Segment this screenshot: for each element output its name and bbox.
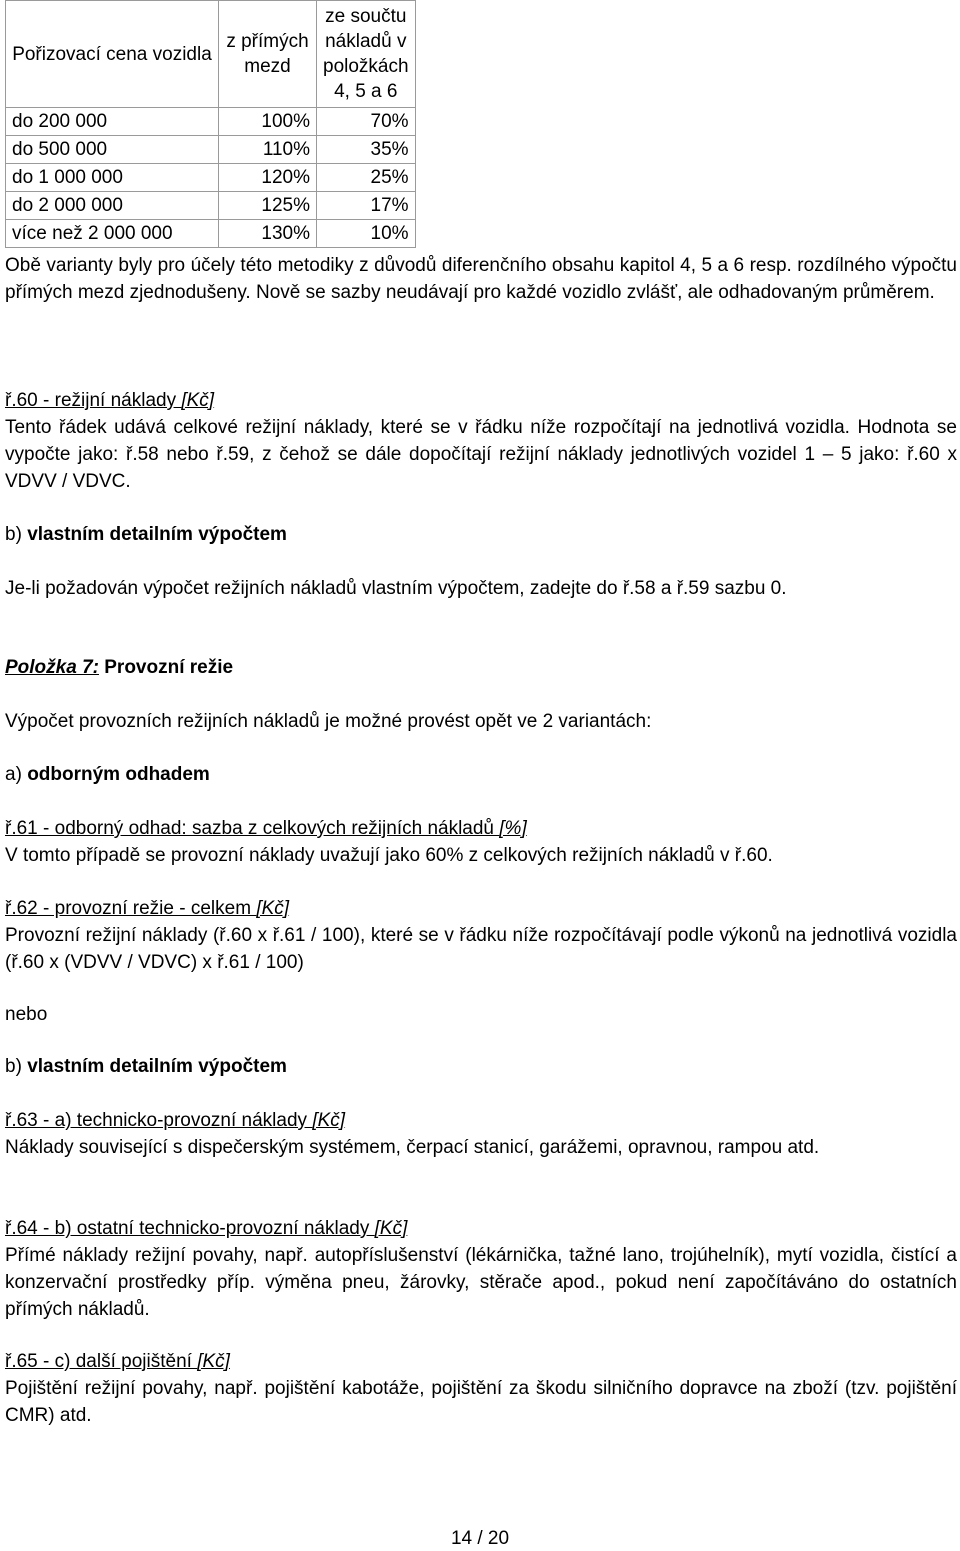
section-r61 (5, 815, 957, 869)
paragraph-variants-2: Výpočet provozních režijních nákladů je možné provést opět ve 2 variantách: (5, 711, 652, 732)
section-heading: ř.63 - a) technicko-provozní náklady [Kč] (5, 1110, 346, 1131)
paragraph-variants: Obě varianty byly pro účely této metodiky z důvodů diferenčního obsahu kapitol 4, 5 a 6 resp. rozdílného výpočtu přímých mezd zjednodušeny. Nově se sazby neudávají pro každé vozidlo zvlášť, ale odhadovaným průměrem. (5, 255, 957, 303)
section-heading: ř.64 - b) ostatní technicko-provozní náklady [Kč] (5, 1218, 408, 1239)
table-row (6, 136, 416, 164)
section-body: V tomto případě se provozní náklady uvažují jako 60% z celkových režijních nákladů v ř.60. (5, 845, 773, 866)
row-wages: 130% (219, 220, 317, 248)
row-wages: 120% (219, 164, 317, 192)
row-items: 17% (317, 192, 416, 220)
table-row (6, 220, 416, 248)
section-body: Tento řádek udává celkové režijní náklady, které se v řádku níže rozpočítají na jednotlivá vozidla. Hodnota se vypočte jako: ř.58 nebo ř.59, z čehož se dále dopočítají režijní náklady jednotlivých vozidel 1 – 5 jako: ř.60 x VDVV / VDVC. (5, 417, 957, 492)
section-body: Provozní režijní náklady (ř.60 x ř.61 / 100), které se v řádku níže rozpočítávají podle výkonů na jednotlivá vozidla (ř.60 x (VDVV / VDVC) x ř.61 / 100) (5, 925, 957, 973)
row-label: do 500 000 (6, 136, 219, 164)
section-body: Přímé náklady režijní povahy, např. autopříslušenství (lékárnička, tažné lano, trojúhelník), mytí vozidla, čistící a konzervační prostředky příp. výměna pneu, žárovky, stěrače apod., pokud není započítáváno do ostatních přímých nákladů. (5, 1245, 957, 1320)
col-header-wages: z přímých mezd (219, 1, 317, 108)
page-number: 14 / 20 (450, 1528, 510, 1549)
col-header-items: ze součtu nákladů v položkách 4, 5 a 6 (317, 1, 416, 108)
row-items: 10% (317, 220, 416, 248)
section-r63 (5, 1107, 957, 1161)
row-items: 25% (317, 164, 416, 192)
row-label: do 1 000 000 (6, 164, 219, 192)
text-nebo: nebo (5, 1004, 48, 1025)
paragraph-own-calc: Je-li požadován výpočet režijních nákladů vlastním výpočtem, zadejte do ř.58 a ř.59 sazbu 0. (5, 578, 787, 599)
section-heading: ř.62 - provozní režie - celkem [Kč] (5, 898, 290, 919)
section-body: Pojištění režijní povahy, např. pojištění kabotáže, pojištění za škodu silničního dopravce na zboží (tzv. pojištění CMR) atd. (5, 1378, 957, 1426)
subheading-own-calc: b) vlastním detailním výpočtem (5, 524, 287, 545)
section-body: Náklady související s dispečerským systémem, čerpací stanicí, garážemi, opravnou, rampou atd. (5, 1137, 820, 1158)
table-row (6, 108, 416, 136)
section-r65 (5, 1348, 957, 1429)
section-heading: ř.65 - c) další pojištění [Kč] (5, 1351, 230, 1372)
section-heading: ř.61 - odborný odhad: sazba z celkových režijních nákladů [%] (5, 818, 527, 839)
section-r60 (5, 387, 957, 495)
rates-table (5, 0, 416, 248)
row-label: do 200 000 (6, 108, 219, 136)
section-r64 (5, 1215, 957, 1323)
section-heading: ř.60 - režijní náklady [Kč] (5, 390, 215, 411)
table-header-row (6, 1, 416, 108)
row-items: 35% (317, 136, 416, 164)
row-wages: 100% (219, 108, 317, 136)
item-7-heading: Položka 7: Provozní režie (5, 657, 234, 678)
row-label: do 2 000 000 (6, 192, 219, 220)
section-r62 (5, 895, 957, 976)
row-items: 70% (317, 108, 416, 136)
table-row (6, 192, 416, 220)
table-row (6, 164, 416, 192)
col-header-price: Pořizovací cena vozidla (6, 1, 219, 108)
row-wages: 125% (219, 192, 317, 220)
subheading-own-calc-2: b) vlastním detailním výpočtem (5, 1056, 287, 1077)
row-wages: 110% (219, 136, 317, 164)
row-label: více než 2 000 000 (6, 220, 219, 248)
subheading-expert: a) odborným odhadem (5, 764, 210, 785)
